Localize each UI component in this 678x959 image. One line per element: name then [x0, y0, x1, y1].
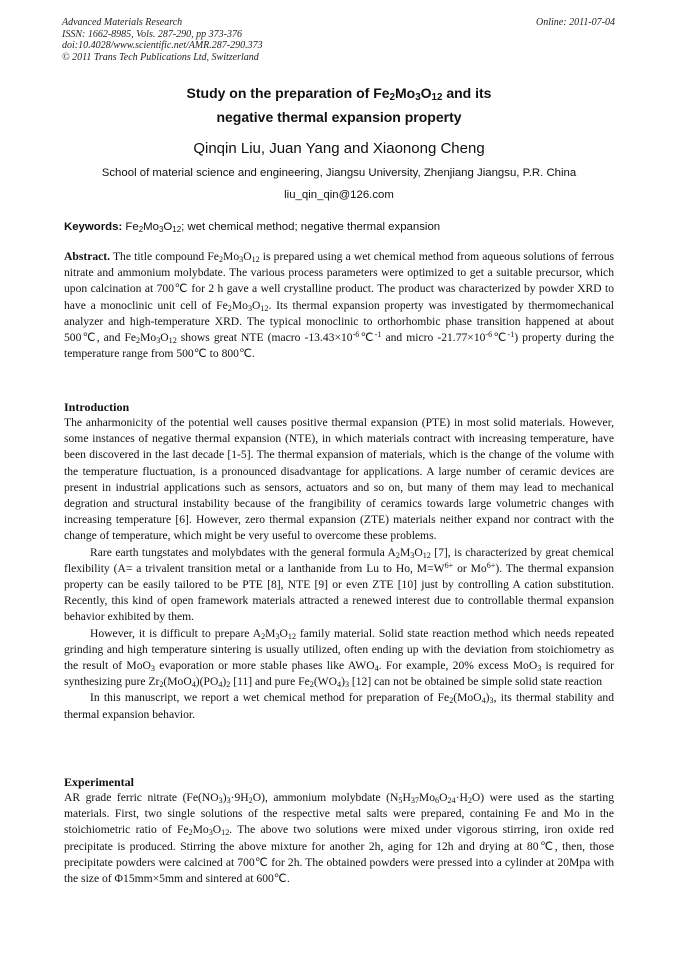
- paper-title: Study on the preparation of $Fe_2Mo_3O_{12}$ and its negative thermal expansion property: [186, 85, 492, 125]
- introduction-section: [64, 399, 614, 723]
- intro-paragraph-4: In this manuscript, we report a wet chemical method for preparation of $Fe_2(MoO_4)_3$, its thermal stability and thermal expansion behavior.: [64, 691, 615, 721]
- keyword-formula: $Fe_2Mo_3O_{12}$: [125, 221, 182, 234]
- intro-paragraph-1: The anharmonicity of the potential well causes positive thermal expansion (PTE) in most solid materials. However, some instances of negative thermal expansion (NTE), in which materials contract with increasing temperature, have been discovered in the last decade [1-5]. The thermal expansion of materials, which is the change of the volume with the temperature fluctuation, is a pronounced disadvantage for applications. A large number of ceramic devices are present in industrial applications such as sensors, actuators and so on, but many of them may lead to mechanical degration and structural instability because of the frangibility of ceramics towards large volumetric changes with increasing temperature [6]. However, zero thermal expansion (ZTE) materials neither expand nor contract with the change of temperature, which might be very useful to overcome these problems.: [64, 416, 614, 543]
- copyright-line: © 2011 Trans Tech Publications Ltd, Switzerland: [62, 51, 259, 63]
- keywords-label: Keywords:: [64, 221, 123, 233]
- author-email[interactable]: liu_qin_qin@126.com: [284, 189, 394, 201]
- title-formula: $Fe_2Mo_3O_{12}$: [373, 85, 443, 103]
- abstract: Abstract. The title compound $Fe_2Mo_3O_{12}$ is prepared using a wet chemical method from aqueous solutions of ferrous nitrate and ammonium molybdate. The various process parameters were optimized to get a suitable precursor, which upon calcination at 700℃ for 2 h gave a well crystalline product. The product was characterized by powder XRD to have a monoclinic unit cell of $Fe_2Mo_3O_{12}$. Its thermal expansion property was investigated by thermomechanical analyzer and high-temperature XRD. The typical monoclinic to orthorhombic phase transition happened at about 500℃, and $Fe_2Mo_3O_{12}$ shows great NTE (macro $-13.43\times 10^{-6}℃^{-1}$ and micro $-21.77\times 10^{-6}℃^{-1}$) property during the temperature range from 500℃ to 800℃.: [64, 250, 614, 361]
- abstract-formula: $Fe_2Mo_3O_{12}$: [207, 250, 260, 264]
- experimental-paragraph: AR grade ferric nitrate $(Fe(NO_3)_3\cdot 9H_2O)$, ammonium molybdate $(N_5H_{37}Mo_6O_{24}\cdot H_2O)$ were used as the starting materials. First, two single solutions of the respective metal salts were prepared, containing Fe and Mo in the stoichiometric ratio of $Fe_2Mo_3O_{12}$. The above two solutions were mixed under vigorous stirring, iron oxide red precipitate is produced. Stirring the above mixture for another 2h, aging for 12h and drying at 80℃, then, those precipitate powders were calcined at 700℃ for 2h. The obtained powders were pressed into a cylinder at 20Mpa with the size of Φ15mm×5mm and sintered at 600℃.: [64, 791, 615, 886]
- introduction-heading: Introduction: [64, 400, 130, 414]
- author-list: Qinqin Liu, Juan Yang and Xiaonong Cheng: [193, 140, 485, 157]
- affiliation-block: [40, 162, 638, 206]
- experimental-heading: Experimental: [64, 775, 134, 789]
- doi-line[interactable]: doi:10.4028/www.scientific.net/AMR.287-290.373: [62, 40, 263, 51]
- keywords: Keywords: $Fe_2Mo_3O_{12}$; wet chemical method; negative thermal expansion: [64, 221, 441, 234]
- issn-line: ISSN: 1662-8985, Vols. 287-290, pp 373-376: [62, 28, 242, 40]
- abstract-label: Abstract.: [64, 250, 111, 263]
- journal-header: [62, 17, 263, 63]
- experimental-section: [64, 774, 614, 887]
- intro-paragraph-2: Rare earth tungstates and molybdates with the general formula $A_2M_3O_{12}$ [7], is characterized by great chemical flexibility (A= a trivalent transition metal or a lanthanide from Lu to Ho, $M=W^{6+}$ or $Mo^{6+}$). The thermal expansion property can be easily tailored to be PTE [8], NTE [9] or even ZTE [10] just by controlling A cation substitution. Recently, this kind of open framework materials attracted a renewed interest due to controllable thermal expansion behavior exhibited by them.: [64, 545, 614, 624]
- affiliation: School of material science and engineering, Jiangsu University, Zhenjiang Jiangsu, P.R. China: [101, 167, 577, 179]
- journal-name: Advanced Materials Research: [62, 17, 183, 28]
- intro-paragraph-3: However, it is difficult to prepare $A_2M_3O_{12}$ family material. Solid state reaction method which needs repeated grinding and high temperature sintering is usually utilized, often ending up with the deviation from stoichiometry as the result of MoO$_3$ evaporation or more stable phases like $AWO_4$. For example, 20% excess MoO$_3$ is required for synthesizing pure $Zr_2(MoO_4)(PO_4)_2$ [11] and pure $Fe_2(WO_4)_3$ [12] can not be obtained be simple solid state reaction: [64, 626, 614, 690]
- online-date: Online: 2011-07-04: [536, 17, 615, 28]
